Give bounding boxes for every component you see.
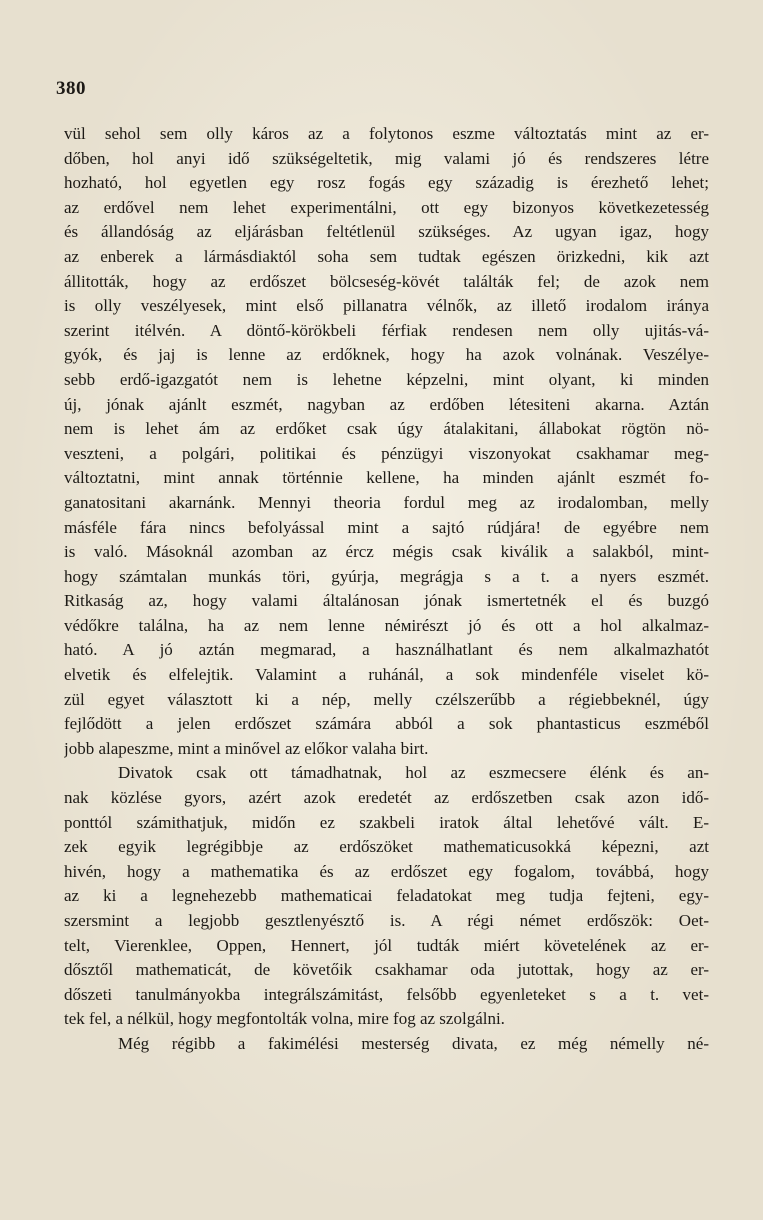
text-line: új, jónak ajánlt eszmét, nagyban az erdőben létesiteni akarna. Aztán [64,394,709,414]
text-line: tek fel, a nélkül, hogy megfontolták volna, mire fog az szolgálni. [64,1009,505,1029]
text-line: zek egyik legrégibbje az erdőszöket mathematicusokká képezni, azt [64,837,709,857]
text-line: jobb alapeszme, mint a minővel az előkor valaha birt. [64,738,429,758]
body-text [64,122,709,1057]
text-line: és állandóság az eljárásban feltétlenül szükséges. Az ugyan igaz, hogy [64,222,709,242]
text-line: gyók, és jaj is lenne az erdőknek, hogy ha azok volnának. Veszélye- [64,345,709,365]
text-line: az enberek a lármásdiaktól soha sem tudtak egészen örizkedni, kik azt [64,246,709,266]
text-line: is olly veszélyesek, mint első pillanatra vélnők, az illető irodalom iránya [64,296,709,316]
text-line: dőben, hol anyi idő szükségeltetik, mig valami jó és rendszeres létre [64,148,709,168]
page-number: 380 [56,78,86,99]
text-line: ganatositani akarnánk. Mennyi theoria fordul meg az irodalomban, melly [64,492,709,512]
text-line: Még régibb a fakimélési mesterség divata, ez még némelly né- [118,1033,709,1053]
text-line: az erdővel nem lehet experimentálni, ott egy bizonyos következetesség [64,197,709,217]
text-line: Divatok csak ott támadhatnak, hol az eszmecsere élénk és an- [118,763,709,783]
text-line: sebb erdő-igazgatót nem is lehetne képzelni, mint olyant, ki minden [64,369,709,389]
text-line: veszteni, a polgári, politikai és pénzügyi viszonyokat csakhamar meg- [64,443,709,463]
text-line: elvetik és elfelejtik. Valamint a ruhánál, a sok mindenféle viselet kö- [64,665,709,685]
text-line: ható. A jó aztán megmarad, a használhatlant és nem alkalmazhatót [64,640,709,660]
text-line: hogy számtalan munkás töri, gyúrja, megrágja s a t. a nyers eszmét. [64,566,709,586]
text-line: Ritkaság az, hogy valami általánosan jónak ismertetnék el és buzgó [64,591,709,611]
text-line: állitották, hogy az erdőszet bölcseség-kövét találták fel; de azok nem [64,271,709,291]
text-line: dőszeti tanulmányokba integrálszámitást, felsőbb egyenleteket s a t. vet- [64,984,709,1004]
text-line: is való. Másoknál azomban az ércz mégis csak kiválik a salakból, mint- [64,542,709,562]
text-line: másféle fára nincs befolyással mint a sajtó rúdjára! de egyébre nem [64,517,709,537]
text-line: az ki a legnehezebb mathematicai feladatokat meg tudja fejteni, egy- [64,886,709,906]
text-line: ponttól számithatjuk, midőn ez szakbeli iratok által lehetővé vált. E- [64,812,709,832]
text-line: védőkre találna, ha az nem lenne néміrészt jó és ott a hol alkalmaz- [64,615,709,635]
text-line: zül egyet választott ki a nép, melly czélszerűbb a régiebbeknél, úgy [64,689,709,709]
text-line: vül sehol sem olly káros az a folytonos eszme változtatás mint az er- [64,124,709,143]
text-line: hivén, hogy a mathematika és az erdőszet egy fogalom, továbbá, hogy [64,861,709,881]
text-line: szerint itélvén. A döntő-körökbeli férfiak rendesen nem olly ujitás-vá- [64,320,709,340]
text-line: nak közlése gyors, azért azok eredetét az erdőszetben csak azon idő- [64,788,709,808]
text-line: telt, Vierenklee, Oppen, Hennert, jól tudták miért követelének az er- [64,935,709,955]
text-line: szersmint a legjobb gesztlenyésztő is. A régi német erdőszök: Oet- [64,911,709,930]
text-line: hozható, hol egyetlen egy rosz fogás egy századig is érezhető lehet; [64,173,709,193]
text-line: nem is lehet ám az erdőket csak úgy átalakitani, állabokat rögtön nö- [64,419,709,439]
text-line: fejlődött a jelen erdőszet számára abból a sok phantasticus eszméből [64,714,709,734]
text-line: változtatni, mint annak történnie kellene, ha minden ajánlt eszmét fo- [64,468,709,488]
text-line: dősztől mathematicát, de követőik csakhamar oda jutottak, hogy az er- [64,960,709,980]
